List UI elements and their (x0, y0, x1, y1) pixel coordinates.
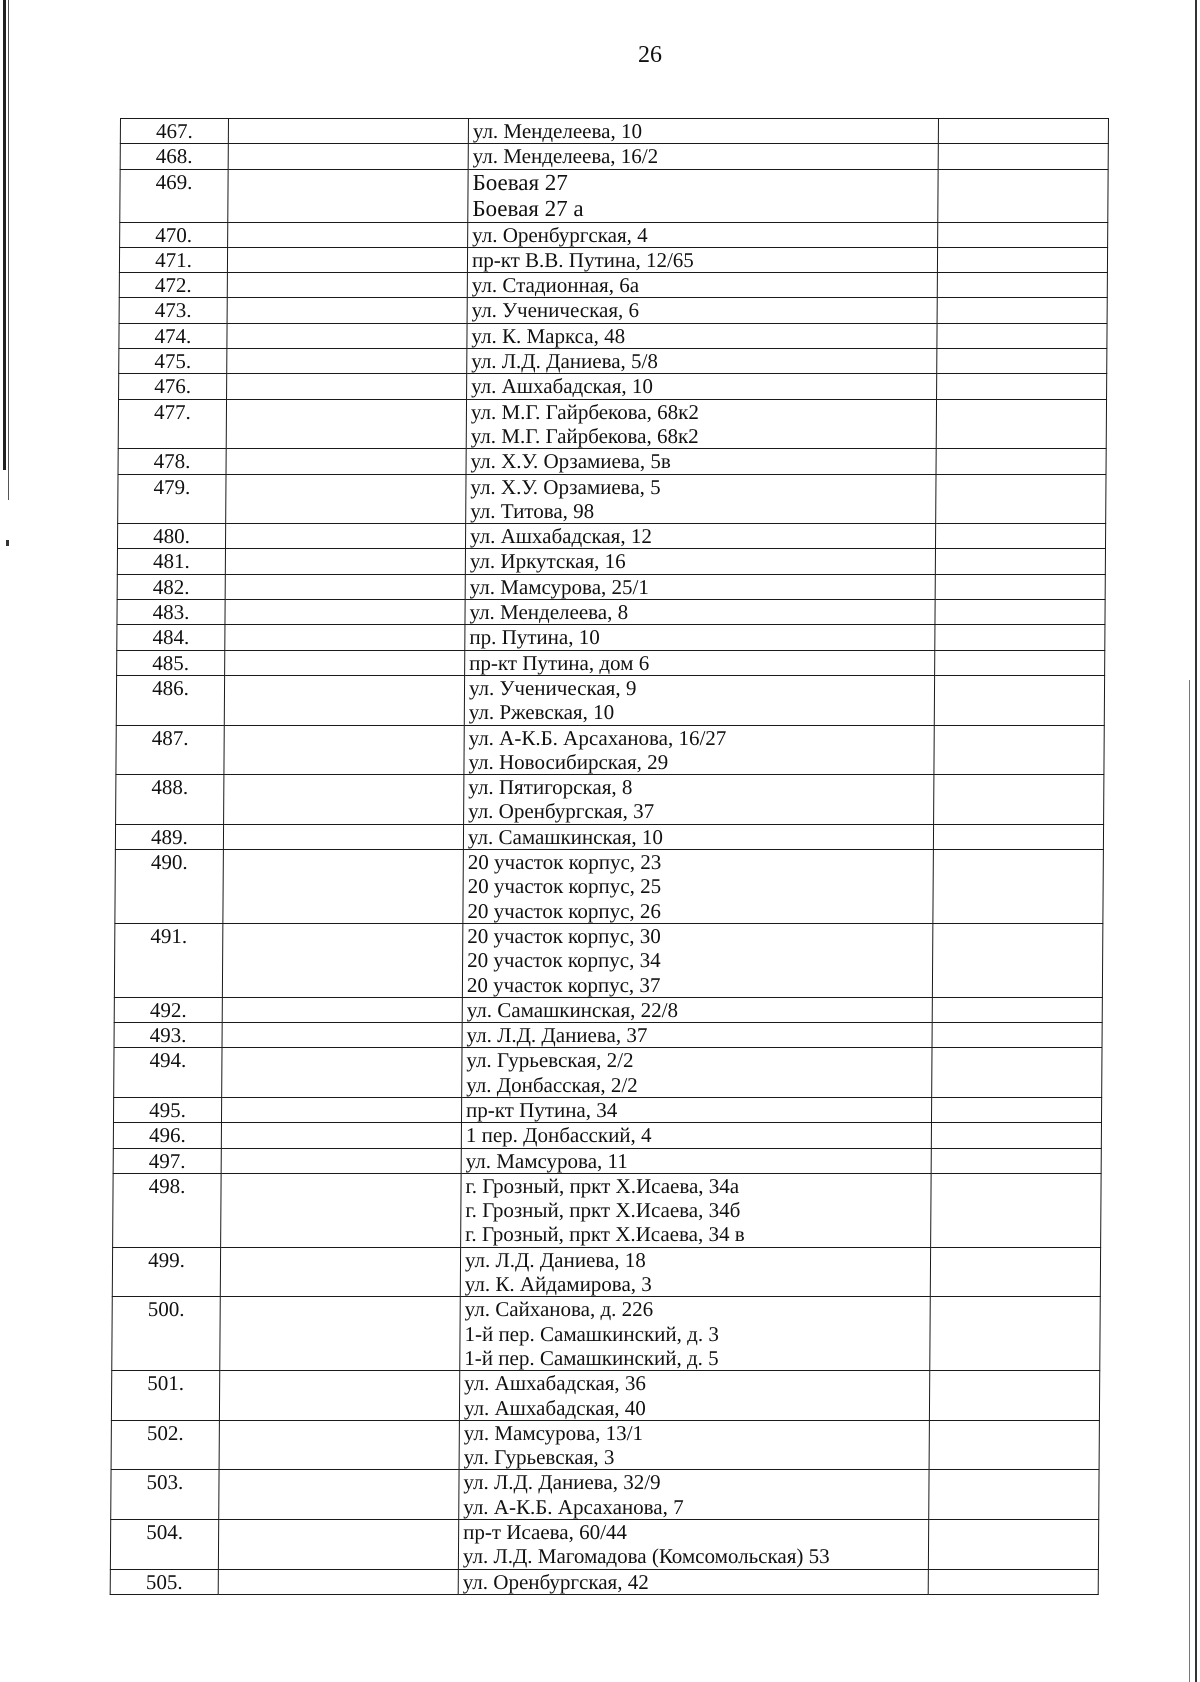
organization-cell (224, 775, 464, 825)
row-number-cell: 493. (114, 1023, 222, 1048)
table-row (117, 574, 1105, 599)
row-number-cell: 473. (119, 298, 227, 323)
address-line: ул. Ученическая, 6 (471, 298, 640, 323)
note-cell (937, 349, 1107, 374)
organization-cell (227, 273, 467, 298)
note-cell (928, 1520, 1098, 1570)
table-row (115, 824, 1103, 849)
address-line: г. Грозный, пркт Х.Исаева, 34б (465, 1198, 741, 1223)
organization-cell (227, 298, 467, 323)
note-cell (929, 1470, 1099, 1520)
table-row (117, 549, 1105, 574)
row-number-cell: 491. (114, 923, 223, 997)
address-cell (467, 273, 937, 298)
address-line: ул. А-К.Б. Арсаханова, 16/27 (468, 725, 727, 750)
address-cell (467, 349, 937, 374)
address-line: ул. Новосибирская, 29 (468, 749, 669, 774)
address-line: 1-й пер. Самашкинский, д. 5 (464, 1345, 719, 1370)
table-row (114, 923, 1103, 997)
note-cell (932, 923, 1103, 997)
address-cell (466, 474, 936, 524)
address-line: 20 участок корпус, 30 (467, 923, 661, 948)
row-number-cell: 489. (115, 824, 223, 849)
table-row (114, 1023, 1102, 1048)
address-table (110, 118, 1109, 1595)
row-number-cell: 468. (120, 144, 228, 169)
address-line: ул. Л.Д. Магомадова (Комсомольская) 53 (462, 1544, 830, 1569)
address-cell (467, 298, 937, 323)
row-number-cell: 502. (111, 1420, 219, 1470)
table-row (113, 1148, 1101, 1173)
note-cell (937, 298, 1107, 323)
address-line: ул. Оренбургская, 42 (462, 1569, 649, 1594)
address-cell (458, 1569, 928, 1594)
address-line: ул. Х.У. Орзамиева, 5в (470, 449, 671, 474)
organization-cell (227, 374, 467, 399)
organization-cell (224, 725, 464, 775)
note-cell (938, 169, 1108, 222)
address-cell (468, 169, 938, 222)
row-number-cell: 487. (116, 725, 224, 775)
address-cell (458, 1520, 928, 1570)
table-row (119, 273, 1107, 298)
note-cell (935, 524, 1105, 549)
table-row (116, 675, 1104, 725)
row-number-cell: 470. (120, 222, 228, 247)
address-line: ул. Оренбургская, 4 (472, 222, 648, 247)
note-cell (930, 1247, 1100, 1297)
row-number-cell: 505. (110, 1569, 218, 1594)
address-cell (466, 449, 936, 474)
organization-cell (227, 349, 467, 374)
organization-cell (225, 650, 465, 675)
address-cell (468, 119, 938, 144)
address-cell (465, 574, 935, 599)
row-number-cell: 498. (113, 1173, 222, 1247)
row-number-cell: 472. (119, 273, 227, 298)
organization-cell (222, 923, 463, 997)
address-cell (461, 1097, 931, 1122)
organization-cell (218, 1520, 458, 1570)
address-cell (467, 247, 937, 272)
table-row (117, 524, 1105, 549)
row-number-cell: 485. (117, 650, 225, 675)
address-cell (459, 1470, 929, 1520)
address-line: ул. Пятигорская, 8 (468, 775, 633, 800)
row-number-cell: 486. (116, 675, 224, 725)
address-line: ул. К. Айдамирова, 3 (464, 1272, 652, 1297)
note-cell (935, 574, 1105, 599)
organization-cell (225, 524, 465, 549)
table-row (119, 374, 1107, 399)
organization-cell (225, 549, 465, 574)
row-number-cell: 497. (113, 1148, 221, 1173)
address-line: ул. Гурьевская, 3 (463, 1445, 615, 1470)
table-row (115, 850, 1104, 924)
address-cell (467, 323, 937, 348)
note-cell (936, 449, 1106, 474)
address-line: ул. Мамсурова, 13/1 (463, 1420, 644, 1445)
address-cell (465, 549, 935, 574)
note-cell (933, 824, 1103, 849)
scan-border-right-inner (1189, 680, 1190, 1682)
note-cell (935, 625, 1105, 650)
table-row (114, 1048, 1102, 1098)
address-cell (468, 222, 938, 247)
organization-cell (219, 1470, 459, 1520)
row-number-cell: 471. (119, 247, 227, 272)
address-line: 20 участок корпус, 34 (467, 948, 661, 973)
note-cell (936, 399, 1106, 449)
address-line: ул. Ашхабадская, 36 (464, 1371, 647, 1396)
organization-cell (228, 119, 468, 144)
note-cell (935, 650, 1105, 675)
address-cell (459, 1371, 929, 1421)
address-line: пр-кт Путина, дом 6 (469, 650, 650, 675)
address-cell (460, 1247, 930, 1297)
address-cell (464, 725, 934, 775)
address-line: ул. Х.У. Орзамиева, 5 (470, 474, 661, 499)
table-row (114, 997, 1102, 1022)
scan-speck (6, 540, 9, 546)
note-cell (930, 1297, 1101, 1371)
row-number-cell: 494. (114, 1048, 222, 1098)
row-number-cell: 482. (117, 574, 225, 599)
address-line: ул. Ашхабадская, 10 (471, 374, 654, 399)
address-cell (468, 144, 938, 169)
organization-cell (228, 169, 468, 222)
note-cell (928, 1569, 1098, 1594)
address-line: ул. К. Маркса, 48 (471, 323, 626, 348)
scan-border-left (3, 0, 6, 470)
organization-cell (222, 1048, 462, 1098)
organization-cell (225, 574, 465, 599)
address-line: 20 участок корпус, 25 (467, 874, 662, 899)
table-row (119, 323, 1107, 348)
address-line: Боевая 27 (472, 169, 568, 195)
address-line: ул. М.Г. Гайрбекова, 68к2 (470, 399, 700, 424)
table-row (118, 474, 1106, 524)
address-cell (461, 1148, 931, 1173)
address-line: ул. Ржевская, 10 (468, 700, 615, 725)
table-row (120, 144, 1108, 169)
row-number-cell: 479. (118, 474, 226, 524)
table-row (111, 1470, 1099, 1520)
row-number-cell: 475. (119, 349, 227, 374)
address-cell (461, 1173, 932, 1247)
row-number-cell: 467. (120, 119, 228, 144)
address-line: пр-т Исаева, 60/44 (463, 1520, 628, 1545)
table-row (120, 169, 1108, 222)
address-line: ул. Ашхабадская, 12 (469, 524, 652, 549)
organization-cell (226, 399, 466, 449)
address-line: ул. Мамсурова, 25/1 (469, 574, 649, 599)
address-cell (465, 600, 935, 625)
address-cell (464, 775, 934, 825)
note-cell (931, 1173, 1102, 1247)
organization-cell (220, 1247, 460, 1297)
address-line: г. Грозный, пркт Х.Исаева, 34а (465, 1173, 740, 1198)
table-row (120, 119, 1108, 144)
organization-cell (225, 625, 465, 650)
address-cell (462, 1023, 932, 1048)
table-row (110, 1520, 1098, 1570)
row-number-cell: 495. (113, 1097, 221, 1122)
address-line: ул. Менделеева, 8 (469, 600, 629, 625)
address-cell (464, 675, 934, 725)
organization-cell (221, 1097, 461, 1122)
row-number-cell: 474. (119, 323, 227, 348)
address-cell (462, 1048, 932, 1098)
organization-cell (221, 1148, 461, 1173)
organization-cell (228, 144, 468, 169)
organization-cell (220, 1297, 461, 1371)
address-line: ул. Иркутская, 16 (469, 549, 626, 574)
table-row (120, 222, 1108, 247)
table-row (118, 399, 1106, 449)
row-number-cell: 492. (114, 997, 222, 1022)
table-row (117, 650, 1105, 675)
organization-cell (226, 449, 466, 474)
address-line: пр. Путина, 10 (469, 625, 600, 650)
organization-cell (224, 675, 464, 725)
note-cell (932, 997, 1102, 1022)
address-line: ул. Ашхабадская, 40 (463, 1395, 646, 1420)
address-cell (467, 374, 937, 399)
organization-cell (223, 850, 464, 924)
address-cell (462, 923, 933, 997)
organization-cell (226, 474, 466, 524)
note-cell (931, 1148, 1101, 1173)
note-cell (934, 725, 1104, 775)
note-cell (936, 474, 1106, 524)
organization-cell (227, 323, 467, 348)
note-cell (933, 850, 1104, 924)
organization-cell (222, 997, 462, 1022)
organization-cell (225, 600, 465, 625)
row-number-cell: 476. (119, 374, 227, 399)
table-row (116, 725, 1104, 775)
address-line: ул. Ученическая, 9 (468, 675, 637, 700)
address-cell (465, 650, 935, 675)
organization-cell (219, 1420, 459, 1470)
address-line: ул. Титова, 98 (470, 498, 595, 523)
note-cell (938, 119, 1108, 144)
address-line: ул. Л.Д. Даниева, 18 (464, 1247, 646, 1272)
address-table-body (110, 119, 1108, 1595)
address-line: 20 участок корпус, 37 (466, 972, 661, 997)
note-cell (931, 1123, 1101, 1148)
address-line: ул. Сайханова, д. 226 (464, 1297, 654, 1322)
scan-border-right (1195, 0, 1197, 1682)
address-cell (462, 997, 932, 1022)
note-cell (929, 1420, 1099, 1470)
row-number-cell: 496. (113, 1123, 221, 1148)
organization-cell (221, 1173, 462, 1247)
address-cell (459, 1420, 929, 1470)
address-line: 1 пер. Донбасский, 4 (465, 1123, 652, 1148)
row-number-cell: 469. (120, 169, 228, 222)
address-line: 1-й пер. Самашкинский, д. 3 (464, 1321, 719, 1346)
scan-border-left-inner (8, 0, 9, 500)
row-number-cell: 504. (110, 1520, 218, 1570)
row-number-cell: 490. (115, 850, 224, 924)
row-number-cell: 477. (118, 399, 226, 449)
address-line: пр-кт Путина, 34 (465, 1097, 618, 1122)
organization-cell (222, 1023, 462, 1048)
table-row (118, 449, 1106, 474)
address-line: ул. Менделеева, 10 (472, 119, 643, 143)
address-line: пр-кт В.В. Путина, 12/65 (471, 247, 694, 272)
note-cell (934, 775, 1104, 825)
note-cell (935, 549, 1105, 574)
address-line: 20 участок корпус, 26 (467, 898, 662, 923)
address-line: ул. Мамсурова, 11 (465, 1148, 628, 1173)
organization-cell (221, 1123, 461, 1148)
address-line: 20 участок корпус, 23 (467, 850, 662, 875)
address-cell (461, 1123, 931, 1148)
row-number-cell: 488. (116, 775, 224, 825)
address-line: ул. Стадионная, 6а (471, 273, 640, 298)
address-cell (463, 824, 933, 849)
table-row (112, 1247, 1100, 1297)
note-cell (938, 144, 1108, 169)
organization-cell (223, 824, 463, 849)
address-line: ул. Л.Д. Даниева, 32/9 (463, 1470, 661, 1495)
address-cell (460, 1297, 931, 1371)
organization-cell (218, 1569, 458, 1594)
note-cell (937, 323, 1107, 348)
address-cell (465, 524, 935, 549)
table-row (119, 349, 1107, 374)
table-row (119, 298, 1107, 323)
address-line: ул. Донбасская, 2/2 (466, 1072, 638, 1097)
table-row (117, 625, 1105, 650)
note-cell (937, 273, 1107, 298)
note-cell (932, 1023, 1102, 1048)
note-cell (938, 222, 1108, 247)
table-row (111, 1371, 1099, 1421)
table-row (110, 1569, 1098, 1594)
address-line: г. Грозный, пркт Х.Исаева, 34 в (465, 1222, 745, 1247)
address-line: ул. Л.Д. Даниева, 5/8 (471, 349, 659, 374)
note-cell (932, 1048, 1102, 1098)
table-row (112, 1297, 1101, 1371)
address-line: ул. Самашкинская, 22/8 (466, 997, 679, 1022)
row-number-cell: 480. (117, 524, 225, 549)
row-number-cell: 501. (111, 1371, 219, 1421)
table-row (111, 1420, 1099, 1470)
row-number-cell: 478. (118, 449, 226, 474)
row-number-cell: 503. (111, 1470, 219, 1520)
note-cell (937, 247, 1107, 272)
address-line: ул. Самашкинская, 10 (467, 824, 663, 849)
address-cell (465, 625, 935, 650)
organization-cell (228, 222, 468, 247)
note-cell (935, 600, 1105, 625)
address-line: ул. Оренбургская, 37 (468, 799, 655, 824)
note-cell (937, 374, 1107, 399)
address-line: ул. Менделеева, 16/2 (472, 144, 659, 169)
row-number-cell: 500. (112, 1297, 221, 1371)
address-cell (463, 850, 934, 924)
table-row (113, 1173, 1102, 1247)
note-cell (934, 675, 1104, 725)
row-number-cell: 481. (117, 549, 225, 574)
table-row (119, 247, 1107, 272)
address-line: Боевая 27 а (472, 195, 584, 221)
organization-cell (227, 247, 467, 272)
table-row (116, 775, 1104, 825)
row-number-cell: 484. (117, 625, 225, 650)
note-cell (929, 1371, 1099, 1421)
note-cell (931, 1097, 1101, 1122)
address-line: ул. М.Г. Гайрбекова, 68к2 (470, 423, 699, 448)
address-line: ул. А-К.Б. Арсаханова, 7 (463, 1494, 684, 1519)
page-number: 26 (638, 42, 662, 68)
organization-cell (219, 1371, 459, 1421)
table-row (113, 1097, 1101, 1122)
row-number-cell: 499. (112, 1247, 220, 1297)
table-row (117, 600, 1105, 625)
table-row (113, 1123, 1101, 1148)
address-line: ул. Гурьевская, 2/2 (466, 1048, 634, 1073)
row-number-cell: 483. (117, 600, 225, 625)
address-line: ул. Л.Д. Даниева, 37 (466, 1023, 648, 1048)
address-cell (466, 399, 936, 449)
